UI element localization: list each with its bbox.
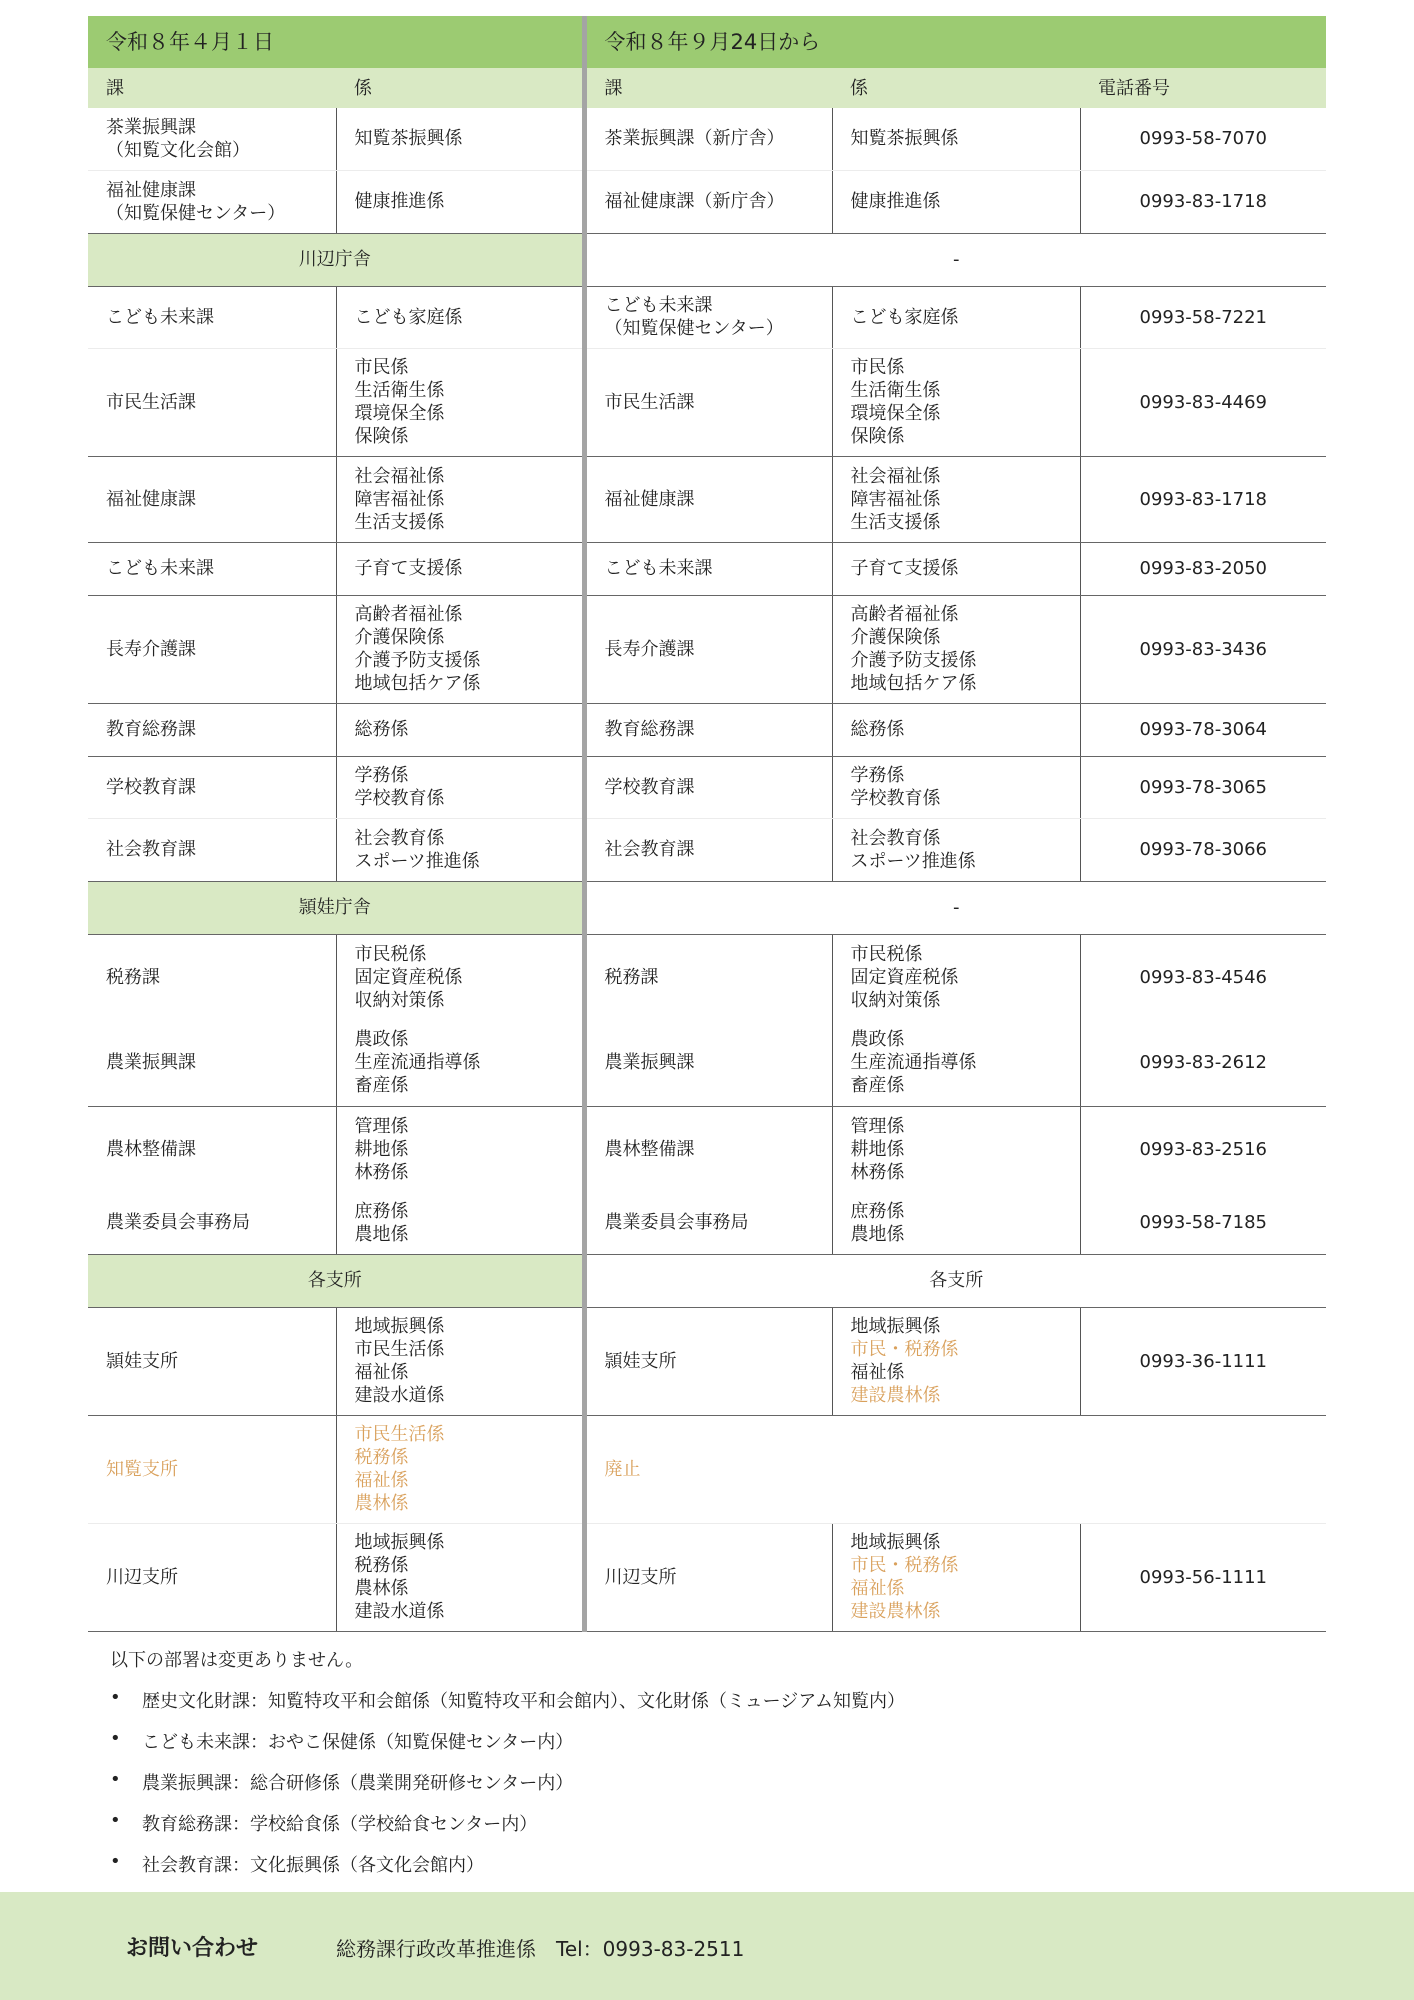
department-before: 税務課 <box>88 934 336 1020</box>
phone-number: 0993-36-1111 <box>1080 1307 1326 1415</box>
table-row <box>88 108 1326 170</box>
bullet-mark: • <box>110 1810 121 1831</box>
col-kakari-after: 係 <box>832 68 1080 108</box>
phone-number: 0993-56-1111 <box>1080 1523 1326 1631</box>
department-before: こども未来課 <box>88 542 336 595</box>
phone-number: 0993-58-7185 <box>1080 1192 1326 1254</box>
section-after-line: 建設農林係 <box>850 1601 941 1622</box>
department-before: 長寿介護課 <box>88 595 336 703</box>
section-after: 農政係 生産流通指導係 畜産係 <box>832 1020 1080 1106</box>
table-row <box>88 1020 1326 1106</box>
before-date-header: 令和８年４月１日 <box>88 16 584 68</box>
department-after: 福祉健康課 <box>584 456 832 542</box>
table-row <box>88 456 1326 542</box>
bullet-mark: • <box>110 1851 121 1872</box>
unchanged-notes <box>110 1646 905 1892</box>
section-after-line: 建設農林係 <box>850 1385 941 1406</box>
phone-number: 0993-83-1718 <box>1080 170 1326 233</box>
section-after: 総務係 <box>832 703 1080 756</box>
department-after: 税務課 <box>584 934 832 1020</box>
department-before: こども未来課 <box>88 286 336 348</box>
department-before: 農林整備課 <box>88 1106 336 1192</box>
table-row <box>88 542 1326 595</box>
section-after: 庶務係 農地係 <box>832 1192 1080 1254</box>
list-item <box>110 1728 905 1754</box>
section-after: 社会福祉係 障害福祉係 生活支援係 <box>832 456 1080 542</box>
section-before: 市民税係 固定資産税係 収納対策係 <box>354 943 463 1011</box>
section-after: 社会教育係 スポーツ推進係 <box>832 818 1080 881</box>
phone-number: 0993-58-7070 <box>1080 108 1326 170</box>
section-after-line: 市民・税務係 <box>850 1339 959 1360</box>
department-after: 市民生活課 <box>584 348 832 456</box>
table-row <box>88 1192 1326 1254</box>
section-before: 地域振興係 市民生活係 福祉係 建設水道係 <box>336 1307 584 1415</box>
section-before: 学務係 学校教育係 <box>336 756 584 818</box>
section-before: 庶務係 農地係 <box>336 1192 584 1254</box>
section-row <box>88 881 1326 934</box>
department-after: 頴娃支所 <box>584 1307 832 1415</box>
section-after-line: 地域振興係 <box>850 1532 941 1553</box>
section-before: 市民生活係 税務係 福祉係 農林係 <box>336 1415 584 1523</box>
section-before: 農政係 生産流通指導係 畜産係 <box>336 1020 584 1106</box>
section-label-after: - <box>584 233 1326 286</box>
table-row <box>88 818 1326 881</box>
department-before: 川辺支所 <box>88 1523 336 1631</box>
section-label-before: 川辺庁舎 <box>88 233 584 286</box>
department-before: 教育総務課 <box>88 703 336 756</box>
department-after: 社会教育課 <box>584 818 832 881</box>
table-row <box>88 703 1326 756</box>
table-row <box>88 1106 1326 1192</box>
list-item <box>110 1810 905 1836</box>
department-after: 教育総務課 <box>584 703 832 756</box>
table-row <box>88 286 1326 348</box>
section-before: 子育て支援係 <box>336 542 584 595</box>
section-after: 高齢者福祉係 介護保険係 介護予防支援係 地域包括ケア係 <box>832 595 1080 703</box>
section-label-before: 各支所 <box>88 1254 584 1307</box>
section-before: 高齢者福祉係 介護保険係 介護予防支援係 地域包括ケア係 <box>336 595 584 703</box>
list-item <box>110 1687 905 1713</box>
department-after: 農業委員会事務局 <box>584 1192 832 1254</box>
department-after: 農業振興課 <box>584 1020 832 1106</box>
section-after <box>832 1523 1080 1631</box>
section-after <box>832 1307 1080 1415</box>
col-kakari-before: 係 <box>336 68 584 108</box>
department-after: 農林整備課 <box>584 1106 832 1192</box>
organization-change-table <box>88 16 1326 1632</box>
section-label-after: 各支所 <box>584 1254 1326 1307</box>
section-after: 学務係 学校教育係 <box>832 756 1080 818</box>
table-row <box>88 595 1326 703</box>
department-before: 農業委員会事務局 <box>88 1192 336 1254</box>
abolished-label: 廃止 <box>584 1415 1326 1523</box>
contact-info: 総務課行政改革推進係 Tel：0993-83-2511 <box>336 1937 745 1961</box>
section-after: 子育て支援係 <box>832 542 1080 595</box>
department-after: こども未来課 <box>584 542 832 595</box>
section-after-line: 市民・税務係 <box>850 1555 959 1576</box>
contact-footer <box>0 1892 1414 2000</box>
section-before: 地域振興係 税務係 農林係 建設水道係 <box>336 1523 584 1631</box>
notes-list <box>110 1687 905 1877</box>
table-row <box>88 170 1326 233</box>
section-after-line: 福祉係 <box>850 1578 905 1599</box>
phone-number: 0993-83-2516 <box>1139 1138 1268 1160</box>
department-after: 学校教育課 <box>584 756 832 818</box>
department-before: 市民生活課 <box>88 348 336 456</box>
section-before: 社会福祉係 障害福祉係 生活支援係 <box>336 456 584 542</box>
section-after: 管理係 耕地係 林務係 <box>832 1106 1080 1192</box>
list-item <box>110 1769 905 1795</box>
department-before: 農業振興課 <box>88 1020 336 1106</box>
table-row <box>88 1307 1326 1415</box>
section-after: こども家庭係 <box>832 286 1080 348</box>
col-ka-after: 課 <box>584 68 832 108</box>
section-before: 健康推進係 <box>336 170 584 233</box>
list-item <box>110 1851 905 1877</box>
contact-title: お問い合わせ <box>126 1936 259 1961</box>
department-before: 学校教育課 <box>88 756 336 818</box>
note-text: 社会教育課：文化振興係（各文化会館内） <box>142 1855 484 1876</box>
bullet-mark: • <box>110 1687 121 1708</box>
after-date-header: 令和８年９月24日から <box>584 16 1326 68</box>
department-after: こども未来課 （知覧保健センター） <box>584 286 832 348</box>
col-ka-before: 課 <box>88 68 336 108</box>
department-after: 福祉健康課（新庁舎） <box>584 170 832 233</box>
section-after-line: 地域振興係 <box>850 1316 941 1337</box>
table-row <box>88 1415 1326 1523</box>
department-after: 茶業振興課（新庁舎） <box>584 108 832 170</box>
note-text: こども未来課：おやこ保健係（知覧保健センター内） <box>142 1732 574 1753</box>
section-after-line: 福祉係 <box>850 1362 905 1383</box>
col-tel: 電話番号 <box>1080 68 1326 108</box>
notes-lead: 以下の部署は変更ありません。 <box>110 1650 364 1671</box>
section-before: 市民係 生活衛生係 環境保全係 保険係 <box>336 348 584 456</box>
phone-number: 0993-83-2050 <box>1080 542 1326 595</box>
note-text: 歴史文化財課：知覧特攻平和会館係（知覧特攻平和会館内）、文化財係（ミュージアム知覧内） <box>142 1691 906 1712</box>
table-row <box>88 756 1326 818</box>
phone-number: 0993-83-4546 <box>1139 966 1268 988</box>
phone-number: 0993-83-4469 <box>1080 348 1326 456</box>
table-row <box>88 934 1326 1020</box>
section-after: 健康推進係 <box>832 170 1080 233</box>
note-text: 教育総務課：学校給食係（学校給食センター内） <box>142 1814 538 1835</box>
phone-number: 0993-83-3436 <box>1080 595 1326 703</box>
department-before: 福祉健康課 <box>88 456 336 542</box>
section-before: 知覧茶振興係 <box>336 108 584 170</box>
department-before: 福祉健康課 （知覧保健センター） <box>88 170 336 233</box>
department-before: 知覧支所 <box>88 1415 336 1523</box>
phone-number: 0993-83-1718 <box>1080 456 1326 542</box>
phone-number: 0993-83-2612 <box>1080 1020 1326 1106</box>
department-before: 茶業振興課 （知覧文化会館） <box>88 108 336 170</box>
table-row <box>88 348 1326 456</box>
section-row <box>88 233 1326 286</box>
bullet-mark: • <box>110 1769 121 1790</box>
section-after: 知覧茶振興係 <box>832 108 1080 170</box>
note-text: 農業振興課：総合研修係（農業開発研修センター内） <box>142 1773 574 1794</box>
section-before: 総務係 <box>336 703 584 756</box>
section-label-before: 頴娃庁舎 <box>88 881 584 934</box>
phone-number: 0993-78-3065 <box>1080 756 1326 818</box>
department-before: 社会教育課 <box>88 818 336 881</box>
phone-number: 0993-78-3064 <box>1080 703 1326 756</box>
section-after: 市民税係 固定資産税係 収納対策係 <box>832 934 1080 1020</box>
department-before: 頴娃支所 <box>88 1307 336 1415</box>
section-before: 社会教育係 スポーツ推進係 <box>336 818 584 881</box>
department-after: 川辺支所 <box>584 1523 832 1631</box>
section-label-after: - <box>584 881 1326 934</box>
section-row <box>88 1254 1326 1307</box>
section-before: こども家庭係 <box>336 286 584 348</box>
table-row <box>88 1523 1326 1631</box>
phone-number: 0993-78-3066 <box>1080 818 1326 881</box>
phone-number: 0993-58-7221 <box>1080 286 1326 348</box>
bullet-mark: • <box>110 1728 121 1749</box>
section-before: 管理係 耕地係 林務係 <box>354 1115 409 1183</box>
section-after: 市民係 生活衛生係 環境保全係 保険係 <box>832 348 1080 456</box>
department-after: 長寿介護課 <box>584 595 832 703</box>
